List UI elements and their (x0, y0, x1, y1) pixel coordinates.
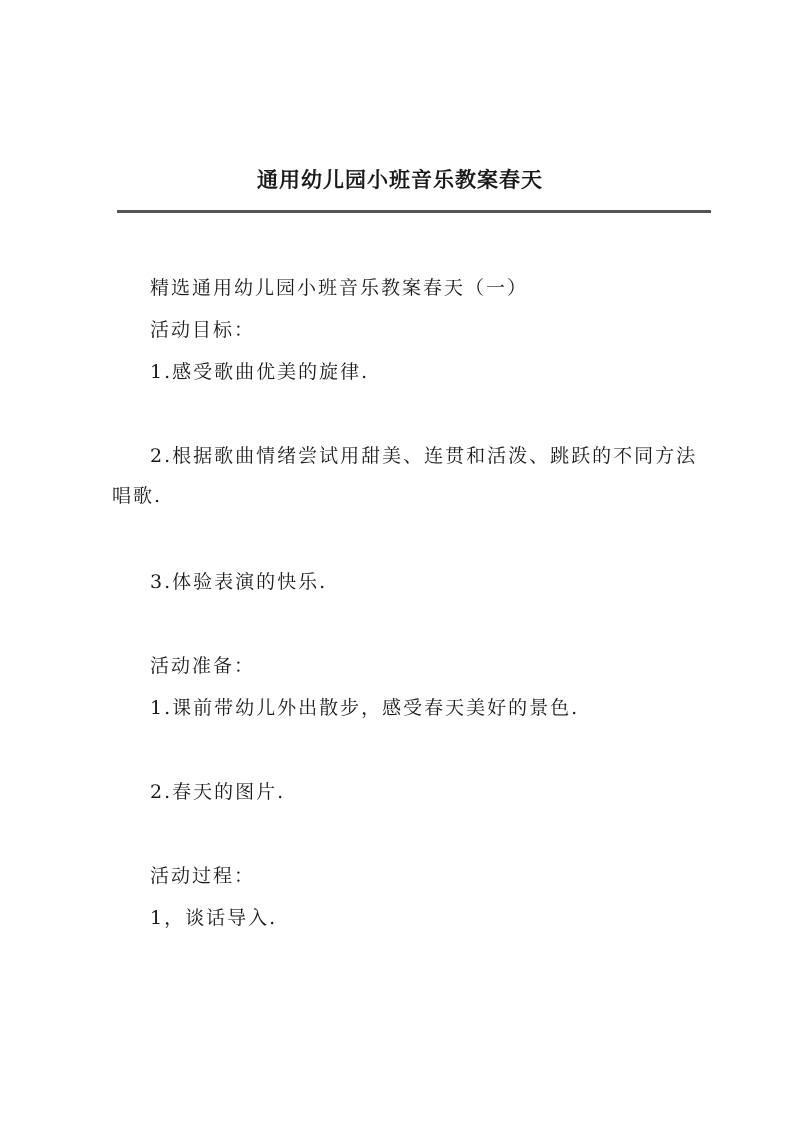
goals-label: 活动目标： (150, 319, 256, 341)
preparation-item-1: 1.课前带幼儿外出散步，感受春天美好的景色. (150, 697, 580, 719)
title-divider (117, 210, 711, 213)
goal-item-1: 1.感受歌曲优美的旋律. (150, 361, 370, 383)
preparation-label: 活动准备： (150, 655, 256, 677)
process-item-1: 1，谈话导入. (150, 907, 278, 929)
section-heading: 精选通用幼儿园小班音乐教案春天（一） (150, 277, 529, 299)
goal-item-2: 2.根据歌曲情绪尝试用甜美、连贯和活泼、跳跃的不同方法唱歌. (112, 445, 698, 507)
document-title: 通用幼儿园小班音乐教案春天 (257, 167, 543, 192)
goal-item-3: 3.体验表演的快乐. (150, 571, 328, 593)
process-label: 活动过程： (150, 865, 256, 887)
preparation-item-2: 2.春天的图片. (150, 781, 286, 803)
